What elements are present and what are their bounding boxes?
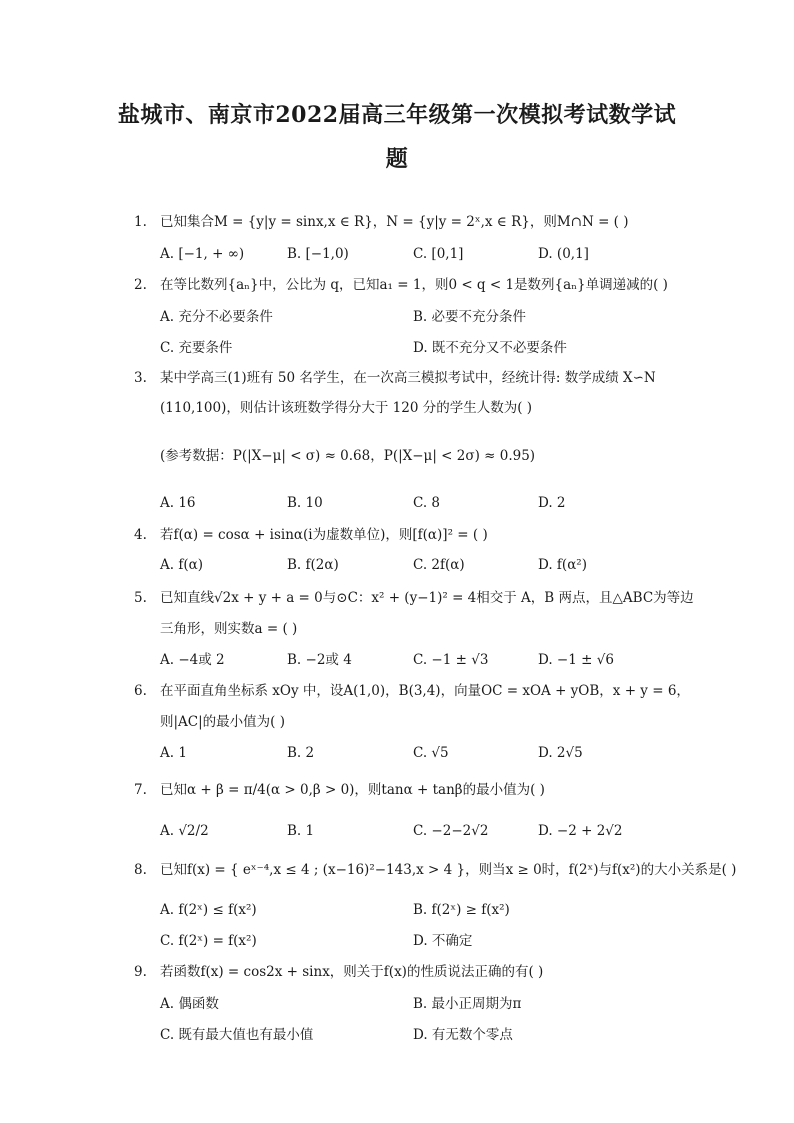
question-text: 若f(α) = cosα + isinα(i为虚数单位)，则[f(α)]² = ( ) [160, 527, 488, 543]
question-number: 8. [134, 862, 147, 878]
option-a: A. −4或 2 [160, 652, 225, 668]
page-title-continued: 题 [385, 146, 409, 172]
question-number: 4. [134, 527, 147, 543]
option-c: C. 2f(α) [413, 557, 465, 573]
option-c: C. 8 [413, 495, 441, 511]
option-c: C. √5 [413, 745, 449, 761]
question-text-continued: (110,100)，则估计该班数学得分大于 120 分的学生人数为( ) [160, 400, 533, 416]
option-b: B. 最小正周期为π [413, 996, 522, 1012]
question-number: 7. [134, 782, 147, 798]
option-b: B. f(2α) [287, 557, 339, 573]
question-text-continued: 则|AC|的最小值为( ) [160, 714, 286, 730]
option-a: A. [−1, + ∞) [160, 246, 245, 262]
option-a: A. 充分不必要条件 [160, 309, 273, 325]
option-d: D. f(α²) [538, 557, 587, 573]
option-a: A. 偶函数 [160, 996, 219, 1012]
question-number: 1. [134, 214, 147, 230]
question-text: 某中学高三(1)班有 50 名学生，在一次高三模拟考试中，经统计得: 数学成绩 X∽N [160, 370, 656, 386]
reference-data-note: (参考数据：P(|X−μ| < σ) ≈ 0.68，P(|X−μ| < 2σ) ≈ 0.95) [160, 448, 536, 464]
option-c: C. [0,1] [413, 246, 464, 262]
option-d: D. −2 + 2√2 [538, 823, 623, 839]
option-d: D. 2 [538, 495, 566, 511]
question-text: 已知直线√2x + y + a = 0与⊙C：x² + (y−1)² = 4相交于 A，B 两点，且△ABC为等边 [160, 590, 694, 606]
option-c: C. f(2ˣ) = f(x²) [160, 933, 257, 949]
option-d: D. 有无数个零点 [413, 1027, 513, 1043]
option-d: D. 既不充分又不必要条件 [413, 340, 567, 356]
question-text: 已知α + β = π/4(α > 0,β > 0)，则tanα + tanβ的最小值为( ) [160, 782, 545, 798]
option-a: A. 16 [160, 495, 196, 511]
question-number: 6. [134, 683, 147, 699]
option-a: A. f(α) [160, 557, 203, 573]
option-d: D. −1 ± √6 [538, 652, 614, 668]
option-b: B. −2或 4 [287, 652, 352, 668]
question-number: 2. [134, 277, 147, 293]
option-d: D. 2√5 [538, 745, 583, 761]
question-text: 若函数f(x) = cos2x + sinx，则关于f(x)的性质说法正确的有( ) [160, 964, 544, 980]
option-c: C. −1 ± √3 [413, 652, 489, 668]
question-text-continued: 三角形，则实数a = ( ) [160, 621, 298, 637]
question-text: 已知集合M = {y|y = sinx,x ∈ R}，N = {y|y = 2ˣ,x ∈ R}，则M∩N = ( ) [160, 214, 629, 230]
option-b: B. 1 [287, 823, 315, 839]
option-a: A. 1 [160, 745, 187, 761]
option-d: D. (0,1] [538, 246, 589, 262]
question-number: 3. [134, 370, 147, 386]
question-number: 5. [134, 590, 147, 606]
option-b: B. [−1,0) [287, 246, 349, 262]
option-b: B. f(2ˣ) ≥ f(x²) [413, 902, 510, 918]
question-text: 在等比数列{aₙ}中，公比为 q，已知a₁ = 1，则0 < q < 1是数列{aₙ}单调递减的( ) [160, 277, 668, 293]
option-c: C. 既有最大值也有最小值 [160, 1027, 314, 1043]
option-c: C. 充要条件 [160, 340, 233, 356]
option-a: A. f(2ˣ) ≤ f(x²) [160, 902, 257, 918]
question-text: 已知f(x) = { eˣ⁻⁴,x ≤ 4 ; (x−16)²−143,x > 4 }，则当x ≥ 0时，f(2ˣ)与f(x²)的大小关系是( ) [160, 862, 737, 878]
option-b: B. 2 [287, 745, 315, 761]
page-title: 盐城市、南京市2022届高三年级第一次模拟考试数学试 [117, 102, 677, 128]
question-number: 9. [134, 964, 147, 980]
option-b: B. 必要不充分条件 [413, 309, 527, 325]
option-d: D. 不确定 [413, 933, 473, 949]
option-c: C. −2−2√2 [413, 823, 489, 839]
question-text: 在平面直角坐标系 xOy 中，设A(1,0)，B(3,4)，向量OC = xOA + yOB，x + y = 6， [160, 683, 690, 699]
option-b: B. 10 [287, 495, 323, 511]
option-a: A. √2/2 [160, 823, 209, 839]
